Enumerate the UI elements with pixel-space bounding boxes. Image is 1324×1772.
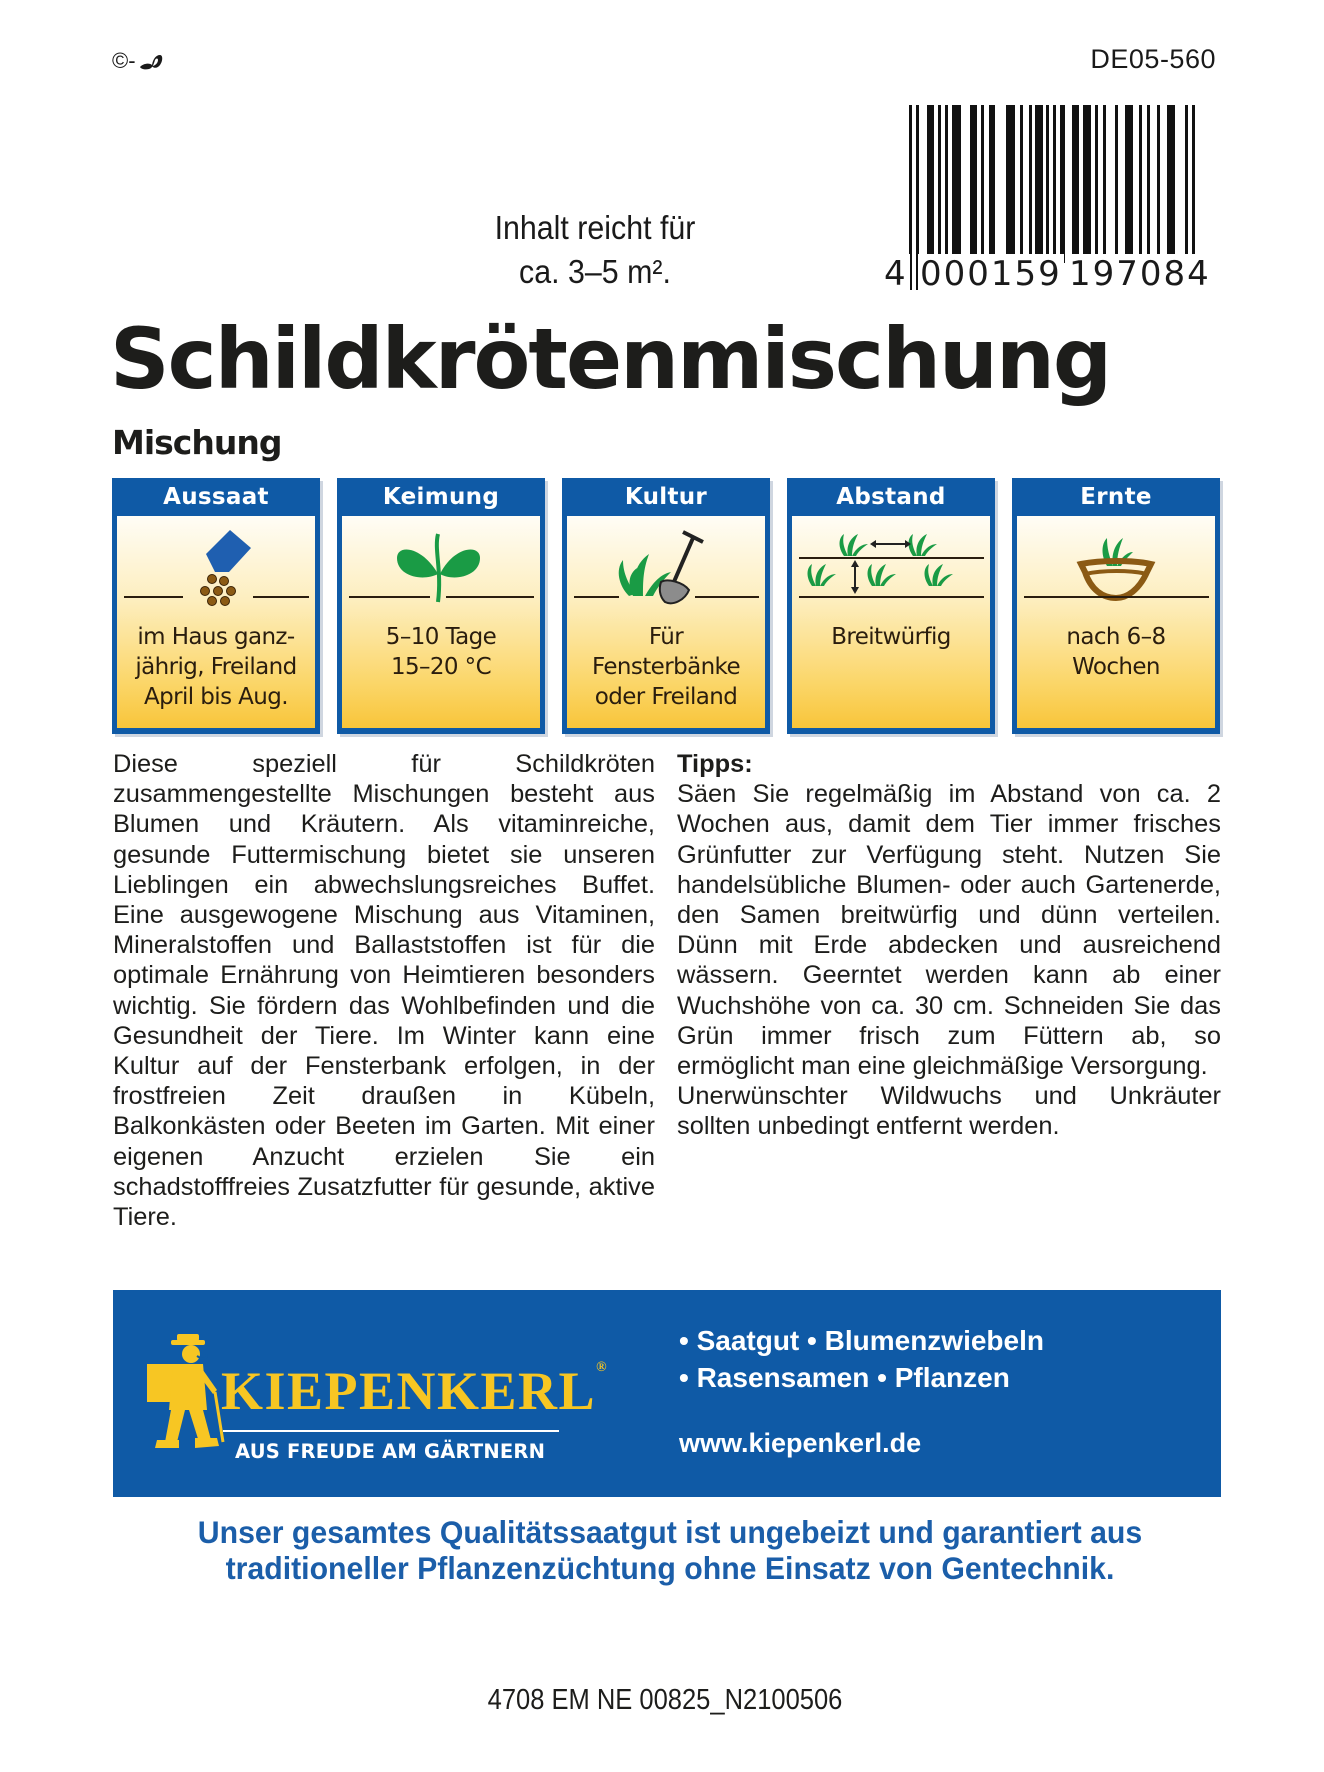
sku-code: DE05-560 [1090, 44, 1216, 74]
box-header: Aussaat [163, 484, 269, 510]
description-column [113, 749, 655, 1232]
box-header: Abstand [836, 484, 946, 510]
box-text: im Haus ganz- jährig, Freiland April bis Aug. [135, 624, 297, 710]
copyright-mark [112, 48, 164, 74]
brand-banner [113, 1290, 1221, 1497]
cultivation-info-boxes [112, 478, 1220, 736]
info-box-abstand [787, 478, 995, 734]
coverage-info [443, 206, 747, 294]
print-code: 4708 EM NE 00825_N2100506 [487, 1684, 843, 1716]
box-header: Kultur [624, 484, 708, 510]
product-line-2: • Rasensamen • Pflanzen [679, 1362, 1010, 1393]
brand-tagline: AUS FREUDE AM GÄRTNERN [235, 1440, 546, 1463]
seedling-icon [342, 520, 540, 620]
kiepenkerl-mascot-icon [147, 1330, 227, 1458]
website-link[interactable]: www.kiepenkerl.de [679, 1428, 922, 1458]
copyright-symbol: ©- [112, 48, 136, 73]
plant-spade-icon [567, 520, 765, 620]
ean-first-digit: 4 [884, 254, 908, 294]
body-text-columns [113, 749, 1221, 1232]
coverage-line-2: ca. 3–5 m². [519, 253, 671, 290]
info-box-ernte [1012, 478, 1220, 734]
ean-left-group: 000159 [920, 254, 1062, 294]
kiepenkerl-mark-icon [138, 51, 164, 71]
info-box-keimung [337, 478, 545, 734]
coverage-line-1: Inhalt reicht für [494, 209, 696, 246]
box-text: Für Fensterbänke oder Freiland [591, 624, 741, 710]
tips-title: Tipps: [677, 750, 753, 778]
brand-logo [221, 1360, 608, 1422]
ean-right-group: 197084 [1069, 254, 1211, 294]
registered-mark: ® [596, 1360, 609, 1375]
box-text: nach 6–8 Wochen [1066, 624, 1166, 680]
logo-divider [223, 1430, 559, 1432]
product-subtitle: Mischung [112, 423, 282, 462]
harvest-bowl-icon [1017, 520, 1215, 620]
quality-statement [152, 1514, 1189, 1586]
tips-column [677, 749, 1221, 1232]
description-text: Diese speziell für Schildkröten zusammengestellte Mischungen besteht aus Blumen und Kräutern. Als vitaminreiche, gesunde Futtermischung bietet sie unseren Lieblingen ein abwechslungsreiches Buffet. Eine ausgewogene Mischung aus Vitaminen, Mineralstoffen und Ballaststoffen ist für die optimale Ernährung von Heimtieren besonders wichtig. Sie fördern das Wohlbefinden und die Gesundheit der Tiere. Im Winter kann eine Kultur auf der Fensterbank erfolgen, in der frostfreien Zeit draußen in Kübeln, Balkonkästen oder Beeten im Garten. Mit einer eigenen Anzucht erzielen Sie ein schadstofffreies Zusatzfutter für gesunde, aktive Tiere. [113, 750, 655, 1232]
quality-line-2: traditioneller Pflanzenzüchtung ohne Einsatz von Gentechnik. [225, 1550, 1115, 1586]
seed-packet-icon [117, 520, 315, 620]
spacing-plants-icon [792, 520, 990, 620]
product-line-1: • Saatgut • Blumenzwiebeln [679, 1325, 1044, 1356]
box-text: Breitwürfig [831, 624, 951, 650]
product-lines [679, 1322, 1044, 1396]
tips-paragraph-2: Unerwünschter Wildwuchs und Unkräuter sollten unbedingt entfernt werden. [677, 1082, 1221, 1141]
tips-paragraph-1: Säen Sie regelmäßig im Abstand von ca. 2 Wochen aus, damit dem Tier immer frisches Grünfutter zur Verfügung steht. Nutzen Sie handelsübliche Blumen- oder auch Gartenerde, den Samen breitwürfig und dünn verteilen. Dünn mit Erde abdecken und ausreichend wässern. Geerntet werden kann ab einer Wuchshöhe von ca. 30 cm. Schneiden Sie das Grün immer frisch zum Füttern ab, so ermöglicht man eine gleichmäßige Versorgung. [677, 780, 1221, 1081]
info-box-aussaat [112, 478, 320, 734]
box-header: Keimung [382, 484, 500, 510]
product-title: Schildkrötenmischung [110, 310, 1111, 408]
quality-line-1: Unser gesamtes Qualitätssaatgut ist ungebeizt und garantiert aus [197, 1514, 1143, 1550]
info-box-kultur [562, 478, 770, 734]
box-text: 5–10 Tage 15–20 °C [385, 624, 497, 680]
box-header: Ernte [1080, 484, 1152, 510]
brand-name: KIEPENKERL [221, 1361, 597, 1421]
